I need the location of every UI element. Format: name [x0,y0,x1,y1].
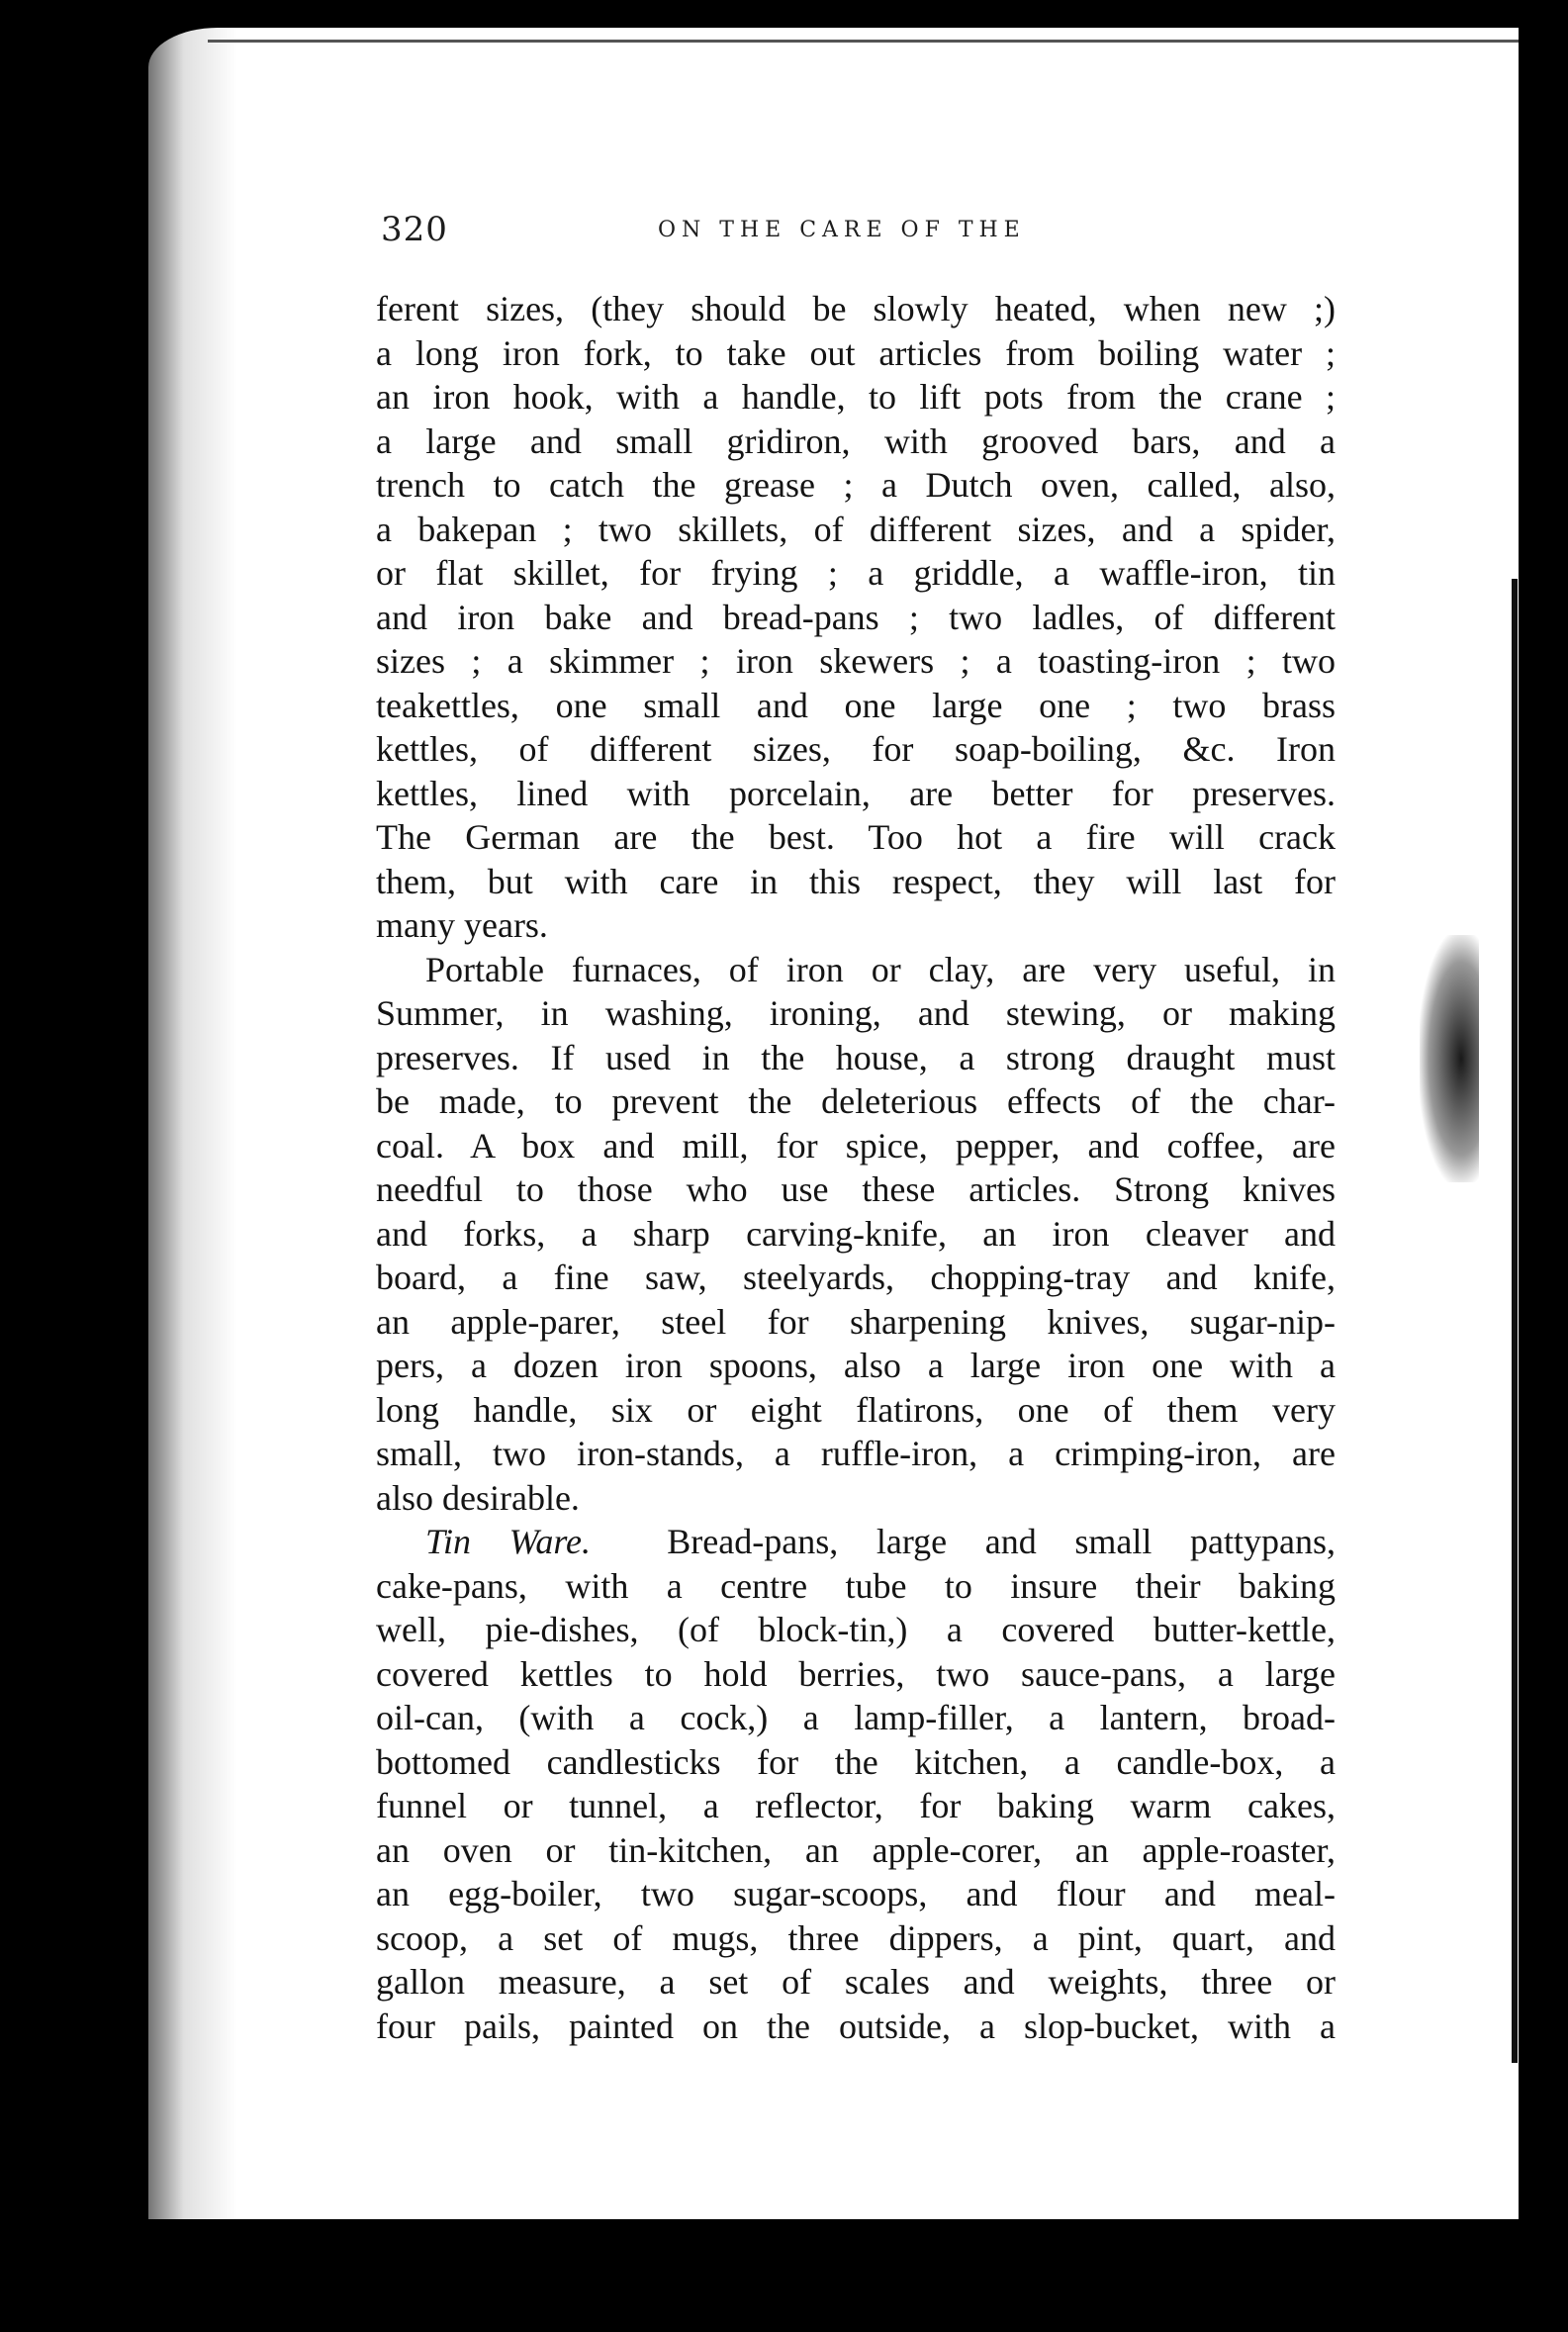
text-line: an egg-boiler, two sugar-scoops, and flour and meal- [376,1874,1336,1913]
text-line: bottomed candlesticks for the kitchen, a candle-box, a [376,1741,1336,1782]
page-top-edge [208,40,1519,43]
text-line: be made, to prevent the deleterious effects of the char- [376,1081,1336,1121]
text-line: scoop, a set of mugs, three dippers, a pint, quart, and [376,1917,1336,1958]
text-line: and forks, a sharp carving-knife, an iron cleaver and [376,1213,1336,1254]
text-line: trench to catch the grease ; a Dutch oven, called, also, [376,465,1336,505]
text-line: them, but with care in this respect, they will last for [376,861,1336,901]
text-line: covered kettles to hold berries, two sauce-pans, a large [376,1653,1336,1694]
text-line: teakettles, one small and one large one ; two brass [376,685,1336,725]
gutter-shadow [148,28,237,2219]
scan-border-right [1519,0,1568,2332]
text-line: needful to those who use these articles. Strong knives [376,1169,1336,1209]
text-line: kettles, lined with porcelain, are better for preserves. [376,773,1336,813]
ink-smudge [1420,935,1479,1182]
text-line: four pails, painted on the outside, a slop-bucket, with a [376,2006,1336,2046]
tin-ware-heading: Tin Ware. [425,1522,592,1561]
text-line: many years. [376,905,548,945]
text-line: funnel or tunnel, a reflector, for baking warm cakes, [376,1786,1336,1825]
text-line: Summer, in washing, ironing, and stewing, or making [376,993,1336,1033]
text-line: well, pie-dishes, (of block-tin,) a covered butter-kettle, [376,1610,1336,1649]
scan-border-bottom [0,2219,1568,2332]
text-line: a large and small gridiron, with grooved bars, and a [376,420,1336,461]
text-line: small, two iron-stands, a ruffle-iron, a crimping-iron, are [376,1434,1336,1473]
text-line: or flat skillet, for frying ; a griddle, a waffle-iron, tin [376,553,1336,593]
page-header [381,210,1370,249]
text-line: an apple-parer, steel for sharpening knives, sugar-nip- [376,1301,1336,1342]
text-line: long handle, six or eight flatirons, one of them very [376,1389,1336,1430]
text-line: kettles, of different sizes, for soap-boiling, &c. Iron [376,729,1336,769]
text-line: Bread-pans, large and small pattypans, [667,1522,1337,1561]
text-line: a long iron fork, to take out articles from boiling water ; [376,332,1336,373]
text-line: sizes ; a skimmer ; iron skewers ; a toasting-iron ; two [376,641,1336,681]
text-line: ferent sizes, (they should be slowly heated, when new ;) [376,289,1336,328]
running-head: ON THE CARE OF THE [658,218,1026,242]
body-text [376,287,1336,2048]
page-number: 320 [381,210,448,249]
text-line: board, a fine saw, steelyards, chopping-tray and knife, [376,1258,1336,1297]
text-line: also desirable. [376,1477,580,1518]
text-line: a bakepan ; two skillets, of different sizes, and a spider, [376,509,1336,549]
text-line: an iron hook, with a handle, to lift pots from the crane ; [376,377,1336,417]
text-line: gallon measure, a set of scales and weights, three or [376,1962,1336,2002]
text-line: coal. A box and mill, for spice, pepper, and coffee, are [376,1125,1336,1166]
text-line: pers, a dozen iron spoons, also a large iron one with a [376,1346,1336,1385]
text-line: The German are the best. Too hot a fire will crack [376,817,1336,857]
tin-ware-line [376,1520,1336,1564]
text-line: an oven or tin-kitchen, an apple-corer, an apple-roaster, [376,1829,1336,1870]
text-line: Portable furnaces, of iron or clay, are very useful, in [425,949,1336,989]
text-line: cake-pans, with a centre tube to insure their baking [376,1565,1336,1606]
text-line: and iron bake and bread-pans ; two ladles, of different [376,597,1336,637]
text-line: oil-can, (with a cock,) a lamp-filler, a lantern, broad- [376,1698,1336,1737]
text-line: preserves. If used in the house, a strong draught must [376,1037,1336,1077]
page-edge-line [1512,579,1518,2063]
